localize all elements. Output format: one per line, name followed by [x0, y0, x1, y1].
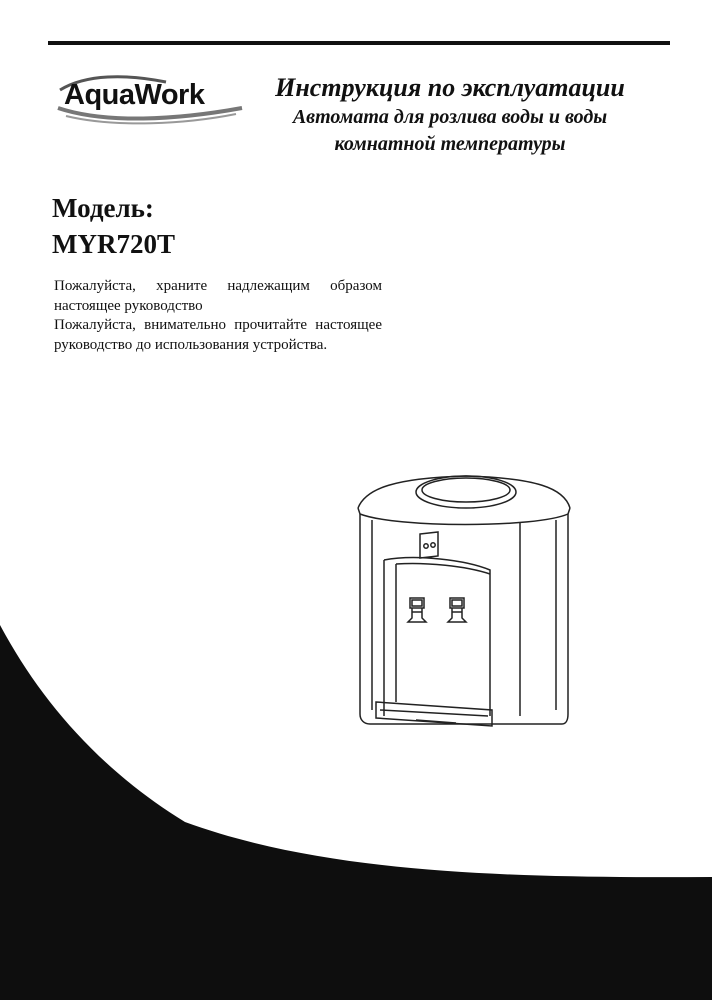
notes-block	[54, 277, 382, 355]
top-rule	[48, 41, 670, 45]
model-block	[52, 190, 175, 262]
document-title	[250, 72, 650, 158]
logo-text: AquaWork	[64, 79, 205, 111]
title-line-3: комнатной температуры	[334, 133, 566, 155]
title-line-1: Инструкция по эксплуатации	[275, 73, 625, 102]
model-label: Модель:	[52, 193, 154, 223]
water-dispenser-illustration	[356, 470, 576, 750]
model-number: MYR720T	[52, 229, 175, 259]
brand-logo	[56, 68, 246, 126]
note-read-manual: Пожалуйста, внимательно прочитайте настоящее руководство до использования устройства.	[54, 317, 382, 353]
title-line-2: Автомата для розлива воды и воды	[292, 106, 608, 128]
note-keep-manual: Пожалуйста, храните надлежащим образом настоящее руководство	[54, 278, 382, 314]
